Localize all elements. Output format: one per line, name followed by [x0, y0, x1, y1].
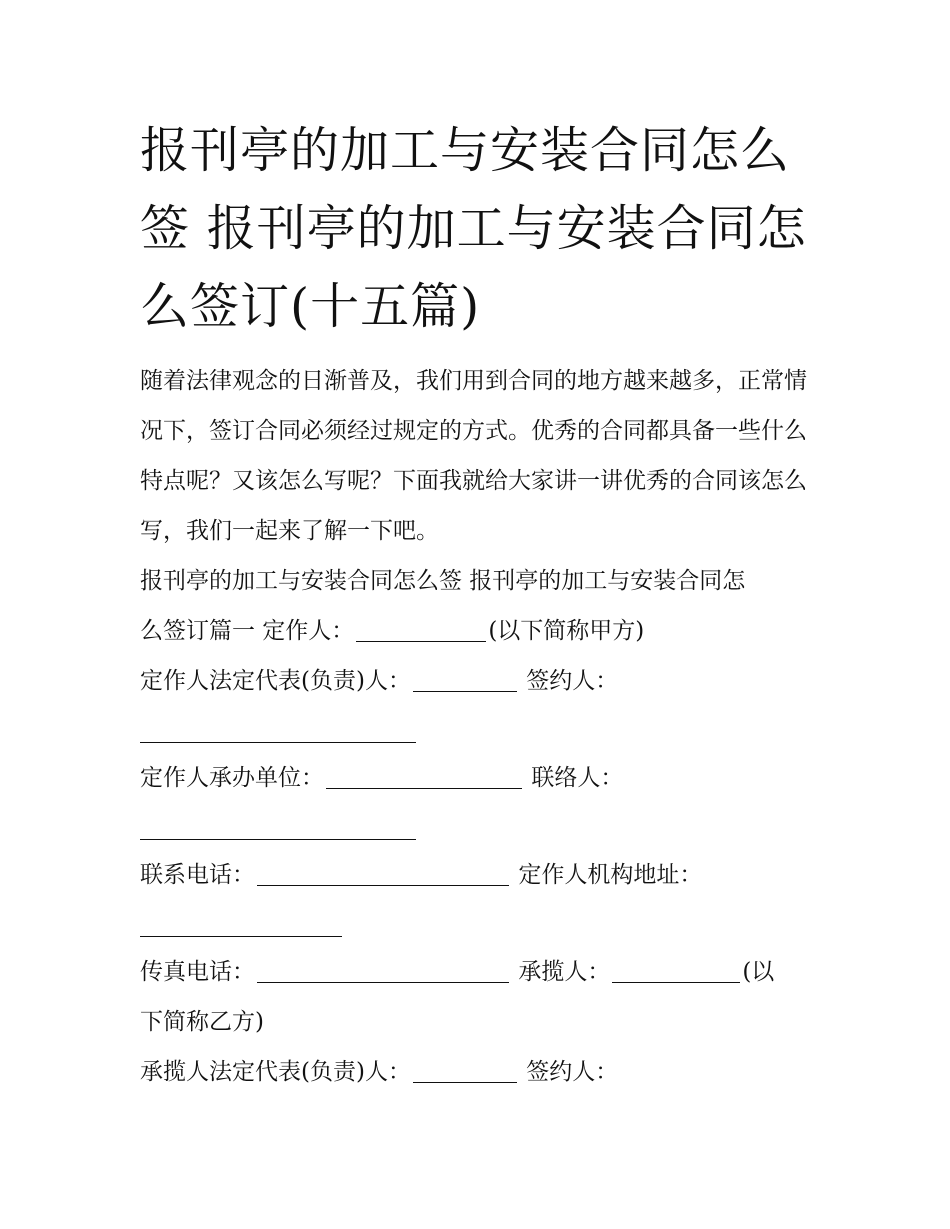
client-address-label: 定作人机构地址： [518, 862, 703, 888]
title-line-1: 报刊亭的加工与安装合同怎么 [140, 122, 791, 179]
contractor-rep-blank[interactable] [413, 1059, 517, 1083]
client-name-blank[interactable] [356, 618, 486, 642]
intro-paragraph: 随着法律观念的日渐普及，我们用到合同的地方越来越多，正常情况下，签订合同必须经过规定的方式。优秀的合同都具备一些什么特点呢？又该怎么写呢？下面我就给大家讲一讲优秀的合同该怎么写，我们一起来了解一下吧。 [140, 368, 807, 544]
client-signer-blank[interactable] [140, 706, 416, 743]
client-unit-label: 定作人承办单位： [140, 765, 324, 791]
client-address-blank[interactable] [140, 900, 342, 937]
contractor-suffix-1: (以 [742, 959, 775, 985]
fax-label: 传真电话： [140, 959, 255, 985]
phone-label: 联系电话： [140, 862, 255, 888]
client-phone-line [140, 850, 820, 900]
document-body [140, 356, 820, 1097]
contractor-signer-label: 签约人： [526, 1059, 619, 1085]
section-heading [140, 556, 820, 656]
contractor-rep-line [140, 1047, 820, 1097]
section-heading-prefix: 么签订篇一 定作人： [140, 618, 355, 644]
client-rep-blank[interactable] [413, 668, 517, 692]
client-unit-blank[interactable] [326, 765, 522, 789]
fax-line [140, 947, 820, 1047]
fax-blank[interactable] [257, 959, 509, 983]
section-heading-line-1: 报刊亭的加工与安装合同怎么签 报刊亭的加工与安装合同怎 [140, 568, 746, 594]
client-rep-label: 定作人法定代表(负责)人： [140, 668, 411, 694]
document-title [140, 112, 820, 346]
title-line-3: 么签订(十五篇) [140, 278, 481, 335]
title-line-2: 签 报刊亭的加工与安装合同怎 [140, 200, 807, 257]
liaison-blank[interactable] [140, 803, 416, 840]
client-rep-line [140, 656, 820, 706]
contractor-name-blank[interactable] [612, 959, 740, 983]
client-signer-label: 签约人： [526, 668, 619, 694]
phone-blank[interactable] [257, 862, 509, 886]
contractor-label: 承揽人： [518, 959, 611, 985]
liaison-label: 联络人： [531, 765, 624, 791]
client-unit-line [140, 753, 820, 803]
section-heading-suffix: (以下简称甲方) [488, 618, 645, 644]
contractor-suffix-2: 下简称乙方) [140, 1009, 264, 1035]
contractor-rep-label: 承揽人法定代表(负责)人： [140, 1059, 411, 1085]
